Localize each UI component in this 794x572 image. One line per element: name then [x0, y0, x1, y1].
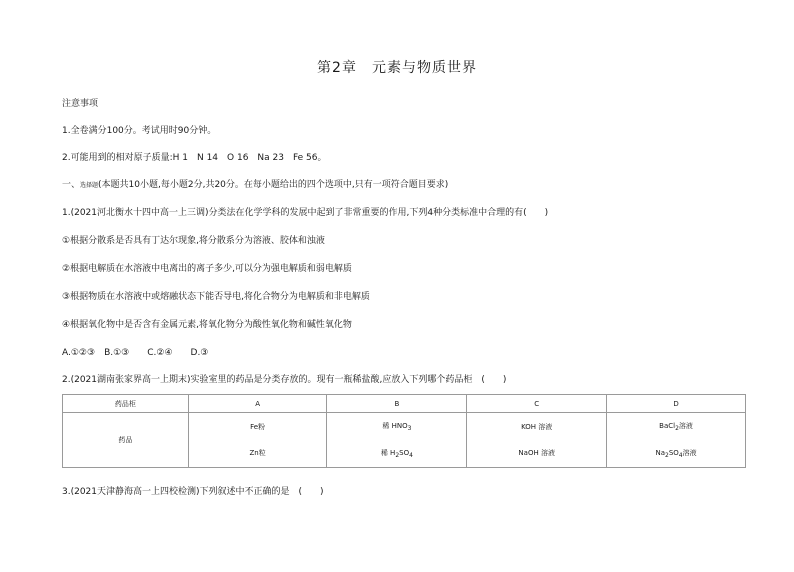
cell-d-top-tail: 溶液: [678, 422, 693, 430]
chapter-title: 第2章 元素与物质世界: [317, 60, 477, 76]
cell-c-top: KOH 溶液: [521, 423, 553, 431]
notes-heading: 注意事项: [62, 99, 99, 109]
cell-c: [467, 413, 607, 468]
header-cell-a: A: [188, 395, 327, 413]
cell-a-bottom: Zn粒: [249, 449, 266, 457]
header-cell-cabinet: 药品柜: [63, 395, 189, 413]
cell-d-top-subscript: 2: [675, 425, 679, 432]
question-1-stem: 1.(2021河北衡水十四中高一上三调)分类法在化学学科的发展中起到了非常重要的作用,下列4种分类标准中合理的有( ): [62, 208, 549, 218]
header-cell-d: D: [607, 395, 746, 413]
row-label-cell: 药品: [63, 413, 189, 468]
cell-d-bottom-subscript-1: 2: [665, 452, 669, 459]
header-cell-b: B: [327, 395, 467, 413]
cell-d-bottom-tail: 溶液: [682, 449, 697, 457]
cell-b-bottom-text: 稀 H: [380, 449, 396, 457]
note-line-1: 1.全卷满分100分。考试用时90分钟。: [62, 126, 217, 136]
cell-c-bottom: NaOH 溶液: [518, 449, 555, 457]
question-1-item-3: ③根据物质在水溶液中或熔融状态下能否导电,将化合物分为电解质和非电解质: [62, 292, 370, 302]
table-row: [63, 413, 746, 468]
section-tag: 选择题: [80, 182, 99, 189]
reagent-cabinet-table: [62, 394, 746, 468]
cell-d-bottom-text: Na: [655, 449, 665, 457]
cell-d-top: [607, 421, 745, 432]
cell-b-top-subscript: 3: [407, 425, 412, 432]
section-prefix: 一、: [62, 180, 81, 190]
question-2-stem: 2.(2021湖南张家界高一上期末)实验室里的药品是分类存放的。现有一瓶稀盐酸,应放入下列哪个药品柜 ( ): [62, 375, 507, 385]
cell-b-top: [327, 421, 466, 432]
cell-d-bottom-subscript-2: 4: [678, 452, 683, 459]
cell-d: [607, 413, 746, 468]
header-cell-c: C: [467, 395, 607, 413]
question-1-item-4: ④根据氧化物中是否含有金属元素,将氧化物分为酸性氧化物和碱性氧化物: [62, 320, 352, 330]
cell-b-bottom-subscript-1: 2: [395, 452, 400, 459]
cell-b-bottom-text-2: SO: [399, 449, 410, 457]
section-text: (本题共10小题,每小题2分,共20分。在每小题给出的四个选项中,只有一项符合题目要求): [98, 180, 449, 190]
table-header-row: [63, 395, 746, 413]
question-1-item-1: ①根据分散系是否具有丁达尔现象,将分散系分为溶液、胶体和浊液: [62, 236, 325, 246]
question-3-stem: 3.(2021天津静海高一上四校检测)下列叙述中不正确的是 ( ): [62, 487, 324, 497]
question-1-item-2: ②根据电解质在水溶液中电离出的离子多少,可以分为强电解质和弱电解质: [62, 264, 352, 274]
cell-b: [327, 413, 467, 468]
cell-d-bottom: [607, 448, 745, 459]
cell-d-bottom-text-2: SO: [668, 449, 679, 457]
cell-b-top-text: 稀 HNO: [382, 422, 408, 430]
section-heading: [62, 177, 448, 190]
note-line-2: 2.可能用到的相对原子质量:H 1 N 14 O 16 Na 23 Fe 56。: [62, 153, 327, 163]
cell-a: [188, 413, 327, 468]
cell-b-bottom: [327, 448, 466, 459]
cell-a-top: Fe粉: [250, 423, 266, 431]
cell-b-bottom-subscript-2: 4: [409, 452, 413, 459]
cell-d-top-text: BaCl: [659, 422, 676, 430]
question-1-options: A.①②③ B.①③ C.②④ D.③: [62, 348, 209, 358]
